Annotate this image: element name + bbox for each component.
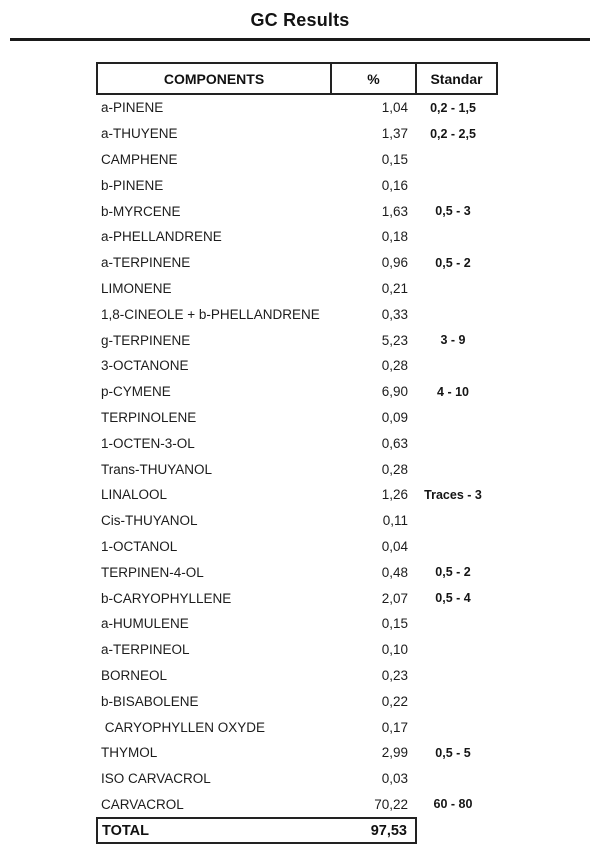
percent-value-cell: 0,15 bbox=[381, 151, 408, 167]
component-name-cell: THYMOL bbox=[101, 745, 158, 761]
table-row bbox=[96, 585, 498, 611]
table-row bbox=[96, 301, 498, 327]
table-header-row bbox=[96, 62, 498, 95]
component-name-cell: TERPINEN-4-OL bbox=[101, 564, 204, 580]
percent-value-cell: 0,03 bbox=[381, 771, 408, 787]
percent-value-cell: 0,23 bbox=[381, 667, 408, 683]
percent-value-cell: 0,11 bbox=[382, 513, 408, 529]
percent-value-cell: 2,07 bbox=[381, 590, 408, 606]
component-name-cell: b-PINENE bbox=[101, 177, 164, 193]
standard-range-cell: Traces - 3 bbox=[424, 487, 482, 502]
percent-value-cell: 0,28 bbox=[381, 461, 408, 477]
table-row bbox=[96, 430, 498, 456]
table-row bbox=[96, 766, 498, 792]
component-name-cell: a-TERPINEOL bbox=[101, 642, 190, 658]
percent-value-cell: 0,17 bbox=[381, 719, 408, 735]
component-name-cell: b-MYRCENE bbox=[101, 203, 181, 219]
table-row bbox=[96, 379, 498, 405]
component-name-cell: CARVACROL bbox=[101, 796, 184, 812]
component-name-cell: ISO CARVACROL bbox=[101, 771, 211, 787]
table-row bbox=[96, 456, 498, 482]
standard-range-cell: 3 - 9 bbox=[440, 333, 466, 348]
percent-value-cell: 1,04 bbox=[381, 100, 408, 116]
percent-value-cell: 0,48 bbox=[381, 564, 408, 580]
table-row bbox=[96, 559, 498, 585]
component-name-cell: b-CARYOPHYLLENE bbox=[101, 590, 232, 606]
component-name-cell: 1-OCTANOL bbox=[101, 538, 178, 554]
standard-range-cell: 0,2 - 2,5 bbox=[430, 126, 476, 141]
percent-value-cell: 0,10 bbox=[381, 642, 408, 658]
page-title: GC Results bbox=[250, 10, 350, 30]
table-row bbox=[96, 405, 498, 431]
title-divider-rule bbox=[10, 38, 590, 41]
percent-value-cell: 1,26 bbox=[381, 487, 408, 503]
percent-value-cell: 0,15 bbox=[381, 616, 408, 632]
percent-value-cell: 0,18 bbox=[381, 229, 408, 245]
table-row bbox=[96, 224, 498, 250]
standard-range-cell: 0,5 - 4 bbox=[435, 591, 471, 606]
percent-value-cell: 6,90 bbox=[381, 384, 408, 400]
standard-range-cell: 0,2 - 1,5 bbox=[430, 100, 476, 115]
standard-range-cell: 0,5 - 5 bbox=[435, 745, 471, 760]
component-name-cell: LINALOOL bbox=[101, 487, 168, 503]
table-row bbox=[96, 147, 498, 173]
table-row bbox=[96, 714, 498, 740]
component-name-cell: LIMONENE bbox=[101, 280, 172, 296]
component-name-cell: 3-OCTANONE bbox=[101, 358, 189, 374]
component-name-cell: a-PINENE bbox=[101, 100, 164, 116]
component-name-cell: a-PHELLANDRENE bbox=[101, 229, 222, 245]
component-name-cell: BORNEOL bbox=[101, 667, 168, 683]
component-name-cell: b-BISABOLENE bbox=[101, 693, 199, 709]
total-label: TOTAL bbox=[102, 822, 149, 839]
column-header-standard: Standar bbox=[415, 64, 496, 93]
component-name-cell: a-THUYENE bbox=[101, 126, 178, 142]
percent-value-cell: 0,28 bbox=[381, 358, 408, 374]
percent-value-cell: 0,04 bbox=[381, 538, 408, 554]
table-row bbox=[96, 250, 498, 276]
component-name-cell: p-CYMENE bbox=[101, 384, 171, 400]
percent-value-cell: 5,23 bbox=[381, 332, 408, 348]
total-value: 97,53 bbox=[370, 822, 407, 839]
table-row bbox=[96, 637, 498, 663]
component-name-cell: g-TERPINENE bbox=[101, 332, 191, 348]
table-row bbox=[96, 740, 498, 766]
component-name-cell: CARYOPHYLLEN OXYDE bbox=[101, 719, 266, 735]
table-row bbox=[96, 327, 498, 353]
component-name-cell: 1-OCTEN-3-OL bbox=[101, 435, 195, 451]
component-name-cell: Trans-THUYANOL bbox=[101, 461, 213, 477]
table-row bbox=[96, 95, 498, 121]
standard-range-cell: 0,5 - 3 bbox=[435, 204, 471, 219]
percent-value-cell: 70,22 bbox=[374, 796, 408, 812]
component-name-cell: TERPINOLENE bbox=[101, 409, 197, 425]
standard-range-cell: 4 - 10 bbox=[437, 384, 469, 399]
table-body bbox=[96, 95, 498, 817]
gc-results-table bbox=[96, 62, 498, 844]
table-row bbox=[96, 534, 498, 560]
percent-value-cell: 0,09 bbox=[381, 409, 408, 425]
table-row bbox=[96, 276, 498, 302]
component-name-cell: a-HUMULENE bbox=[101, 616, 189, 632]
standard-range-cell: 60 - 80 bbox=[433, 797, 473, 812]
component-name-cell: a-TERPINENE bbox=[101, 255, 191, 271]
table-row bbox=[96, 688, 498, 714]
percent-value-cell: 1,37 bbox=[381, 126, 408, 142]
component-name-cell: Cis-THUYANOL bbox=[101, 513, 198, 529]
table-row bbox=[96, 663, 498, 689]
table-row bbox=[96, 198, 498, 224]
component-name-cell: CAMPHENE bbox=[101, 151, 178, 167]
total-row bbox=[96, 817, 417, 844]
table-row bbox=[96, 508, 498, 534]
table-row bbox=[96, 172, 498, 198]
percent-value-cell: 2,99 bbox=[381, 745, 408, 761]
table-row bbox=[96, 121, 498, 147]
percent-value-cell: 0,63 bbox=[381, 435, 408, 451]
table-row bbox=[96, 482, 498, 508]
component-name-cell: 1,8-CINEOLE + b-PHELLANDRENE bbox=[101, 306, 320, 322]
column-header-percent: % bbox=[330, 64, 415, 93]
percent-value-cell: 0,96 bbox=[381, 255, 408, 271]
table-row bbox=[96, 353, 498, 379]
table-row bbox=[96, 611, 498, 637]
standard-range-cell: 0,5 - 2 bbox=[435, 255, 471, 270]
column-header-components: COMPONENTS bbox=[163, 70, 265, 87]
percent-value-cell: 0,33 bbox=[381, 306, 408, 322]
percent-value-cell: 1,63 bbox=[381, 203, 408, 219]
table-row bbox=[96, 792, 498, 818]
percent-value-cell: 0,16 bbox=[381, 177, 408, 193]
percent-value-cell: 0,21 bbox=[381, 280, 408, 296]
standard-range-cell: 0,5 - 2 bbox=[435, 565, 471, 580]
percent-value-cell: 0,22 bbox=[381, 693, 408, 709]
